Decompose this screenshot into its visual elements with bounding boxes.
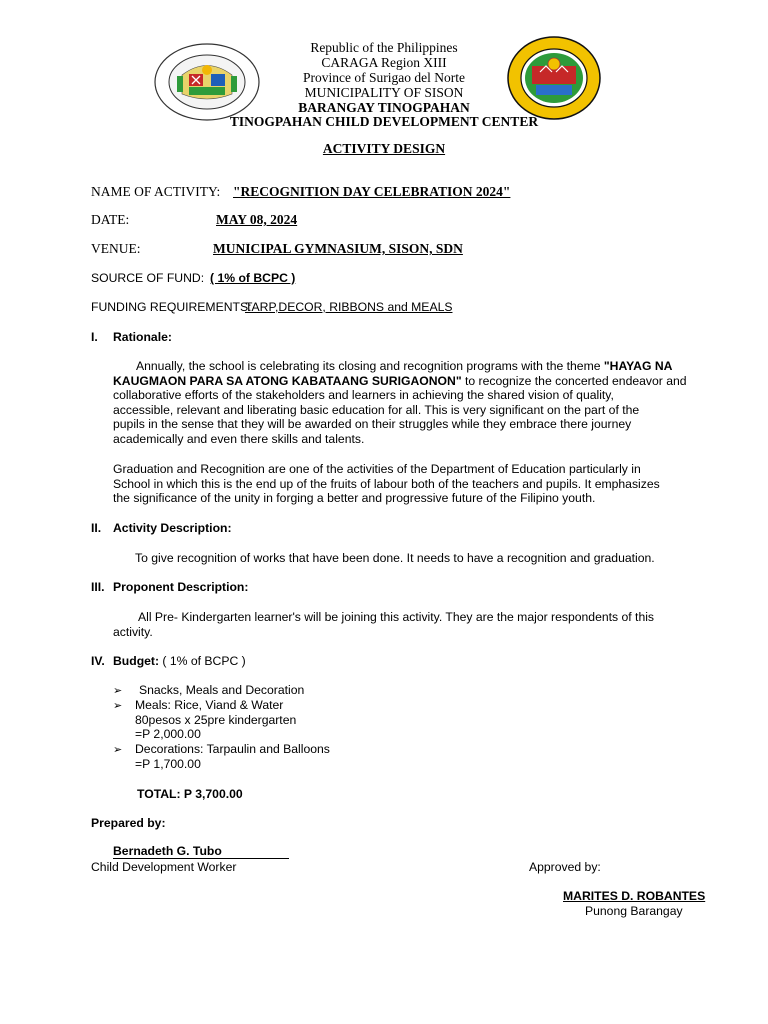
header-barangay: BARANGAY TINOGPAHAN [298,100,470,115]
prepared-by-label: Prepared by: [91,816,166,830]
arrow-bullet-icon: ➢ [113,684,123,697]
arrow-bullet-icon: ➢ [113,699,123,712]
rationale-paragraph-2: Graduation and Recognition are one of the activities of the Department of Education particularly in School in which this is the end up of the fruits of labour both of the teachers and pupils. It emphasizes the significance of the unity in forging a better and progressive future of the Filipino youth. [113,462,660,506]
approved-by-role: Punong Barangay [585,904,683,918]
venue-label: VENUE: [91,241,141,256]
header-cdc: TINOGPAHAN CHILD DEVELOPMENT CENTER [229,114,539,129]
section-1-number: I. [91,330,98,344]
budget-item-1: Snacks, Meals and Decoration [139,683,305,697]
budget-total: TOTAL: P 3,700.00 [137,787,243,801]
section-2-number: II. [91,521,102,535]
section-4-title-suffix: ( 1% of BCPC ) [162,654,246,668]
activity-name-label: NAME OF ACTIVITY: [91,184,221,199]
section-4-number: IV. [91,654,105,668]
fund-value: ( 1% of BCPC ) [210,271,296,285]
section-4-heading [113,654,246,668]
date-label: DATE: [91,212,130,227]
document-title: ACTIVITY DESIGN [322,141,446,156]
proponent-description-text: All Pre- Kindergarten learner's will be joining this activity. They are the major respondents of this activity. [113,610,655,639]
budget-item-2: Meals: Rice, Viand & Water 80pesos x 25pre kindergarten =P 2,000.00 [135,698,297,742]
venue-value: MUNICIPAL GYMNASIUM, SISON, SDN [213,241,463,256]
section-4-title: Budget: [113,654,160,668]
header-region: CARAGA Region XIII [321,55,447,70]
budget-item-3: Decorations: Tarpaulin and Balloons =P 1,700.00 [135,742,330,771]
section-2-title: Activity Description: [113,521,232,535]
header-republic: Republic of the Philippines [310,40,458,55]
header-province: Province of Surigao del Norte [303,70,465,85]
funding-req-value: TARP,DECOR, RIBBONS and MEALS [245,300,453,314]
approved-by-name: MARITES D. ROBANTES [563,889,706,903]
date-value: MAY 08, 2024 [216,212,298,227]
rationale-paragraph-1: Annually, the school is celebrating its closing and recognition programs with the theme "HAYAG NA KAUGMAON PARA SA ATONG KABATAANG SURIGAONON" to recognize the concerted endeavor and collaborative efforts of the stakeholders and learners in achieving the shared vision of quality, accessible, relevant and liberating basic education for all. This is very significant on the part of the pupils in the sense that they will be awarded on their struggles while they embrace there journey academically and even there skills and talents. [113,359,687,446]
activity-description-text: To give recognition of works that have been done. It needs to have a recognition and graduation. [135,551,655,565]
prepared-by-name: Bernadeth G. Tubo [113,845,289,859]
arrow-bullet-icon: ➢ [113,743,123,756]
fund-label: SOURCE OF FUND: [91,271,205,285]
header-municipality: MUNICIPALITY OF SISON [304,85,464,100]
section-3-number: III. [91,580,105,594]
funding-req-label: FUNDING REQUIREMENTS: [91,300,252,314]
section-1-title: Rationale: [113,330,172,344]
section-3-title: Proponent Description: [113,580,249,594]
approved-by-label: Approved by: [529,860,601,874]
activity-name-value: "RECOGNITION DAY CELEBRATION 2024" [233,184,511,199]
prepared-by-role: Child Development Worker [91,860,237,874]
